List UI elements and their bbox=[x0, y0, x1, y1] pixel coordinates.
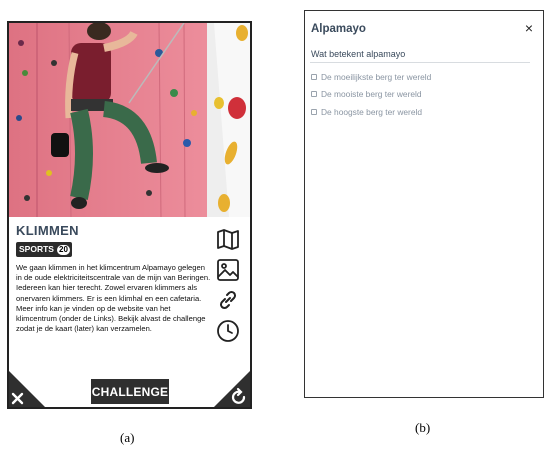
image-icon[interactable] bbox=[216, 258, 240, 282]
answer-option[interactable] bbox=[311, 68, 431, 86]
card-action-icons bbox=[216, 227, 242, 349]
answer-label: De mooiste berg ter wereld bbox=[321, 89, 422, 100]
close-icon[interactable]: × bbox=[524, 20, 533, 36]
category-label: SPORTS bbox=[19, 244, 54, 254]
answer-list bbox=[311, 68, 431, 121]
answer-label: De hoogste berg ter wereld bbox=[321, 106, 423, 117]
answer-option[interactable] bbox=[311, 103, 431, 121]
close-corner-button[interactable] bbox=[9, 371, 45, 407]
link-icon[interactable] bbox=[216, 288, 240, 312]
dialog-title: Alpamayo bbox=[311, 23, 366, 35]
challenge-button[interactable]: CHALLENGE bbox=[91, 379, 169, 404]
question-text: Wat betekent alpamayo bbox=[311, 49, 406, 59]
caption-a: (a) bbox=[120, 430, 135, 445]
divider bbox=[310, 62, 530, 63]
map-icon[interactable] bbox=[216, 227, 240, 251]
challenge-card bbox=[7, 21, 252, 409]
answer-checkbox[interactable] bbox=[311, 74, 317, 80]
caption-b: (b) bbox=[415, 420, 431, 435]
card-description: We gaan klimmen in het klimcentrum Alpamayo gelegen in de oude elektriciteitscentrale van de mijn van Beringen. Iedereen kan hier terecht. Zowel ervaren klimmers als onervaren klimmers. Er is een klimhal en een cafetaria. Meer info kan je vinden op de website van het klimcentrum (onder de Links). Bekijk alvast de challenge zodat je de kaart (later) kan verzamelen. bbox=[16, 263, 211, 334]
answer-label: De moeilijkste berg ter wereld bbox=[321, 71, 432, 82]
points-badge: 20 bbox=[57, 245, 70, 255]
clock-icon[interactable] bbox=[216, 319, 240, 343]
answer-checkbox[interactable] bbox=[311, 109, 317, 115]
climbing-photo bbox=[9, 23, 250, 217]
category-badge bbox=[16, 242, 72, 257]
question-dialog bbox=[304, 10, 544, 398]
card-title: KLIMMEN bbox=[16, 223, 79, 238]
refresh-corner-button[interactable] bbox=[214, 371, 250, 407]
answer-option[interactable] bbox=[311, 86, 431, 104]
answer-checkbox[interactable] bbox=[311, 91, 317, 97]
